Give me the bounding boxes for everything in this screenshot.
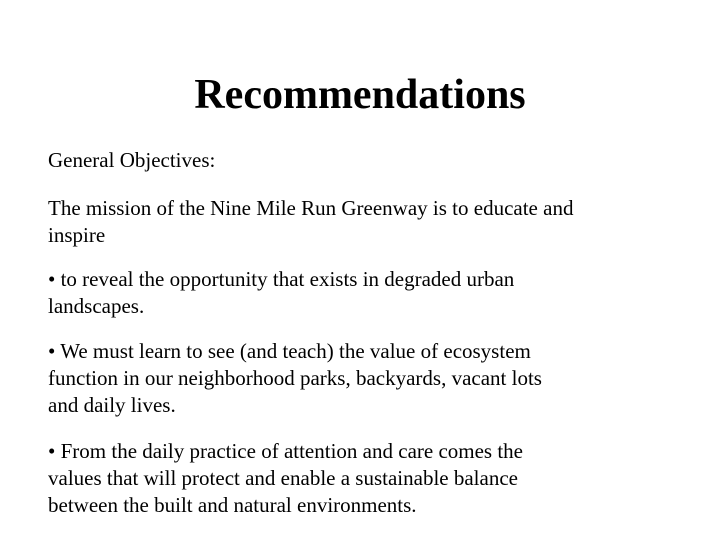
bullet-3-line-1: • From the daily practice of attention and care comes the [48, 439, 524, 463]
mission-statement [48, 195, 698, 249]
mission-line-2: inspire [48, 223, 106, 247]
bullet-3-line-2: values that will protect and enable a sustainable balance [48, 466, 518, 490]
bullet-2-line-1: • We must learn to see (and teach) the value of ecosystem [48, 339, 531, 363]
mission-line-1: The mission of the Nine Mile Run Greenway is to educate and [48, 196, 574, 220]
objectives-line: General Objectives: [48, 148, 216, 172]
bullet-3-line-3: between the built and natural environments. [48, 493, 417, 517]
bullet-ecosystem-value [48, 338, 698, 419]
bullet-reveal-opportunity [48, 266, 698, 320]
bullet-1-line-1: • to reveal the opportunity that exists in degraded urban [48, 267, 515, 291]
bullet-2-line-3: and daily lives. [48, 393, 176, 417]
bullet-2-line-2: function in our neighborhood parks, backyards, vacant lots [48, 366, 542, 390]
general-objectives-heading [48, 147, 698, 174]
bullet-1-line-2: landscapes. [48, 294, 145, 318]
slide-title: Recommendations [194, 72, 526, 118]
bullet-sustainable-balance [48, 438, 698, 519]
